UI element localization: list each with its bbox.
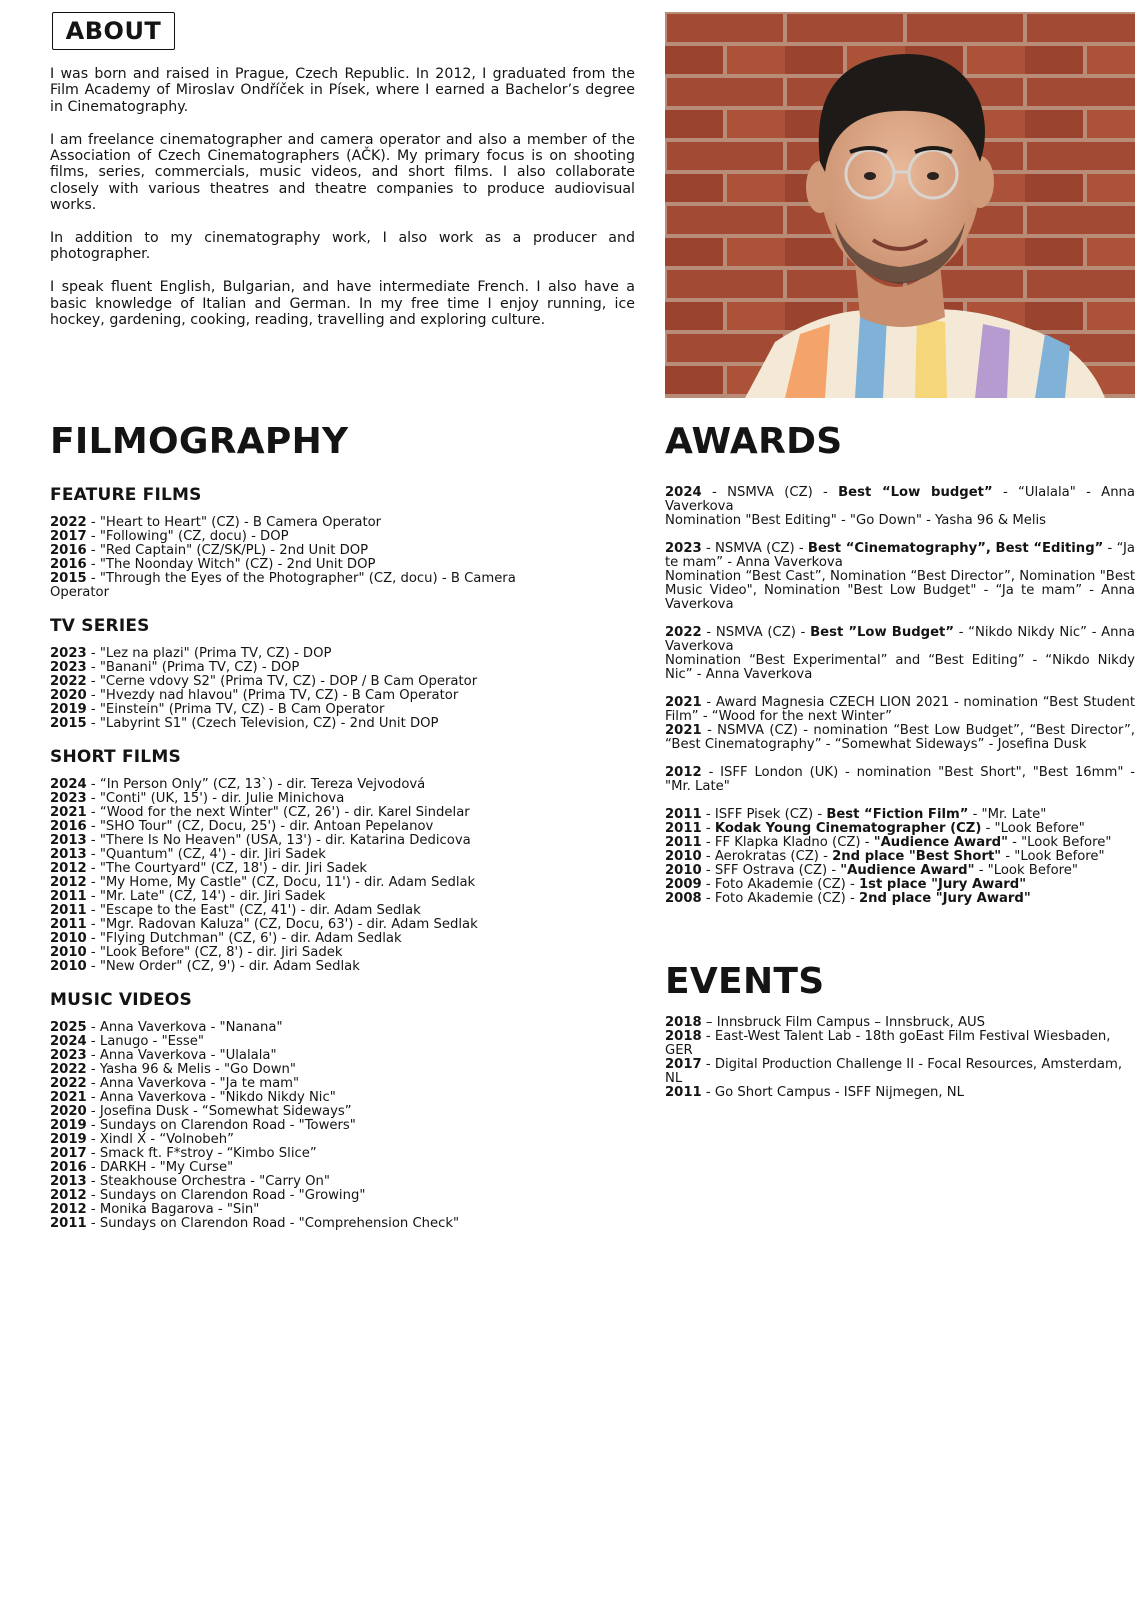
award-highlight: 2011: [665, 835, 702, 850]
award-block: [665, 766, 1135, 794]
award-text: -: [701, 821, 715, 836]
list-item: 2023 - "Lez na plazi" (Prima TV, CZ) - DOP: [50, 646, 332, 661]
tv-series-heading: TV SERIES: [50, 616, 150, 636]
award-line: [665, 850, 1135, 864]
list-item: 2013 - "There Is No Heaven" (USA, 13') - dir. Katarina Dedicova: [50, 833, 471, 848]
award-text: - Award Magnesia CZECH LION 2021 - nomination “Best Student Film” - “Wood for the next Winter”: [665, 695, 1135, 724]
award-text: - FF Klapka Kladno (CZ) -: [701, 835, 874, 850]
list-item: 2012 - "My Home, My Castle" (CZ, Docu, 11') - dir. Adam Sedlak: [50, 875, 476, 890]
award-highlight: 2nd place "Best Short": [832, 849, 1002, 864]
award-highlight: 2023: [665, 541, 702, 556]
list-item: 2025 - Anna Vaverkova - "Nanana": [50, 1020, 283, 1035]
award-text: - "Look Before": [1007, 835, 1112, 850]
list-item: 2015 - "Through the Eyes of the Photographer" (CZ, docu) - B Camera Operator: [50, 571, 516, 600]
awards-list: [665, 486, 1135, 920]
list-item: 2011 - "Mr. Late" (CZ, 14') - dir. Jiri Sadek: [50, 889, 326, 904]
list-item: 2016 - DARKH - "My Curse": [50, 1160, 234, 1175]
short-films-list: [50, 778, 640, 974]
list-item: 2023 - "Conti" (UK, 15') - dir. Julie Minichova: [50, 791, 345, 806]
list-item: 2019 - Sundays on Clarendon Road - "Towers": [50, 1118, 356, 1133]
award-text: - "Mr. Late": [968, 807, 1047, 822]
award-highlight: 2024: [665, 485, 702, 500]
list-item: 2017 - Smack ft. F*stroy - “Kimbo Slice”: [50, 1146, 317, 1161]
award-line: [665, 696, 1135, 724]
list-item: 2016 - "Red Captain" (CZ/SK/PL) - 2nd Unit DOP: [50, 543, 369, 558]
award-block: [665, 696, 1135, 752]
list-item: 2012 - Monika Bagarova - "Sin": [50, 1202, 260, 1217]
events-list: [665, 1016, 1135, 1100]
award-highlight: 2011: [665, 807, 702, 822]
list-item: 2020 - Josefina Dusk - “Somewhat Sideways”: [50, 1104, 352, 1119]
award-highlight: Best ”Low Budget”: [810, 625, 955, 640]
list-item: 2021 - Anna Vaverkova - "Nikdo Nikdy Nic": [50, 1090, 336, 1105]
award-highlight: "Audience Award": [840, 863, 975, 878]
award-text: Nomination "Best Editing" - "Go Down" - Yasha 96 & Melis: [665, 513, 1047, 528]
list-item: 2024 - Lanugo - "Esse": [50, 1034, 204, 1049]
award-block: [665, 486, 1135, 528]
list-item: 2022 - Anna Vaverkova - "Ja te mam": [50, 1076, 300, 1091]
award-highlight: Best “Low budget”: [838, 485, 993, 500]
list-item: 2017 - Digital Production Challenge II - Focal Resources, Amsterdam, NL: [665, 1057, 1123, 1086]
award-text: - Aerokratas (CZ) -: [701, 849, 833, 864]
feature-films-heading: FEATURE FILMS: [50, 485, 202, 505]
list-item: 2013 - "Quantum" (CZ, 4') - dir. Jiri Sadek: [50, 847, 326, 862]
award-highlight: "Audience Award": [873, 835, 1008, 850]
award-text: - Foto Akademie (CZ) -: [701, 877, 859, 892]
list-item: 2024 - “In Person Only” (CZ, 13`) - dir. Tereza Vejvodová: [50, 777, 426, 792]
list-item: 2019 - Xindl X - “Volnobeh”: [50, 1132, 234, 1147]
award-line: [665, 542, 1135, 570]
award-highlight: 2010: [665, 849, 702, 864]
awards-heading: AWARDS: [665, 421, 843, 462]
list-item: 2019 - "Einstein" (Prima TV, CZ) - B Cam Operator: [50, 702, 385, 717]
short-films-heading: SHORT FILMS: [50, 747, 181, 767]
list-item: 2012 - "The Courtyard" (CZ, 18') - dir. Jiri Sadek: [50, 861, 368, 876]
list-item: 2015 - "Labyrint S1" (Czech Television, CZ) - 2nd Unit DOP: [50, 716, 439, 731]
award-line: [665, 766, 1135, 794]
list-item: 2010 - "Flying Dutchman" (CZ, 6') - dir. Adam Sedlak: [50, 931, 402, 946]
award-highlight: 1st place "Jury Award": [858, 877, 1027, 892]
award-highlight: 2nd place "Jury Award": [858, 891, 1031, 906]
tv-series-list: [50, 647, 640, 731]
portrait-photo: [665, 12, 1135, 398]
award-text: - ISFF Pisek (CZ) -: [701, 807, 827, 822]
list-item: 2016 - "The Noonday Witch" (CZ) - 2nd Unit DOP: [50, 557, 376, 572]
award-line: [665, 822, 1135, 836]
list-item: 2018 – Innsbruck Film Campus – Innsbruck, AUS: [665, 1015, 986, 1030]
list-item: 2022 - Yasha 96 & Melis - "Go Down": [50, 1062, 296, 1077]
award-line: [665, 570, 1135, 612]
award-text: - NSMVA (CZ) -: [701, 541, 808, 556]
award-highlight: 2022: [665, 625, 702, 640]
list-item: 2012 - Sundays on Clarendon Road - "Growing": [50, 1188, 366, 1203]
list-item: 2016 - "SHO Tour" (CZ, Docu, 25') - dir. Antoan Pepelanov: [50, 819, 434, 834]
award-highlight: 2010: [665, 863, 702, 878]
award-text: - ISFF London (UK) - nomination "Best Short", "Best 16mm" - "Mr. Late": [665, 765, 1135, 794]
events-heading: EVENTS: [665, 961, 825, 1002]
award-line: [665, 654, 1135, 682]
filmography-heading: FILMOGRAPHY: [50, 421, 349, 462]
award-text: Nomination “Best Experimental” and “Best Editing” - “Nikdo Nikdy Nic” - Anna Vaverkova: [665, 653, 1135, 682]
about-paragraph: In addition to my cinematography work, I also work as a producer and photographer.: [50, 230, 635, 263]
award-text: - “Ulalala" - Anna Vaverkova: [665, 485, 1135, 514]
award-highlight: 2012: [665, 765, 702, 780]
about-paragraph: I was born and raised in Prague, Czech Republic. In 2012, I graduated from the Film Academy of Miroslav Ondříček in Písek, where I earned a Bachelor’s degree in Cinematography.: [50, 66, 635, 115]
award-text: - "Look Before": [974, 863, 1078, 878]
list-item: 2011 - "Escape to the East" (CZ, 41') - dir. Adam Sedlak: [50, 903, 421, 918]
music-videos-list: [50, 1021, 640, 1231]
list-item: 2020 - "Hvezdy nad hlavou" (Prima TV, CZ) - B Cam Operator: [50, 688, 459, 703]
award-text: - “Ja te mam” - Anna Vaverkova: [665, 541, 1135, 570]
award-line: [665, 864, 1135, 878]
award-line: [665, 514, 1135, 528]
award-text: - SFF Ostrava (CZ) -: [701, 863, 841, 878]
award-line: [665, 486, 1135, 514]
list-item: 2018 - East-West Talent Lab - 18th goEast Film Festival Wiesbaden, GER: [665, 1029, 1111, 1058]
list-item: 2010 - "New Order" (CZ, 9') - dir. Adam Sedlak: [50, 959, 360, 974]
about-paragraph: I speak fluent English, Bulgarian, and have intermediate French. I also have a basic knowledge of Italian and German. In my free time I enjoy running, ice hockey, gardening, cooking, reading, travelling and exploring culture.: [50, 279, 635, 329]
award-line: [665, 724, 1135, 752]
list-item: 2011 - "Mgr. Radovan Kaluza" (CZ, Docu, 63') - dir. Adam Sedlak: [50, 917, 478, 932]
award-block: [665, 542, 1135, 612]
award-text: - “Nikdo Nikdy Nic” - Anna Vaverkova: [665, 625, 1135, 654]
list-item: 2011 - Go Short Campus - ISFF Nijmegen, NL: [665, 1085, 965, 1100]
portrait-illustration: [665, 12, 1135, 398]
list-item: 2022 - "Cerne vdovy S2" (Prima TV, CZ) - DOP / B Cam Operator: [50, 674, 478, 689]
list-item: 2022 - "Heart to Heart" (CZ) - B Camera Operator: [50, 515, 382, 530]
award-text: Nomination “Best Cast”, Nomination “Best Director”, Nomination "Best Music Video", Nomination "Best Low Budget" - “Ja te mam” - Anna Vaverkova: [665, 569, 1135, 612]
award-text: - NSMVA (CZ) -: [701, 485, 839, 500]
list-item: 2013 - Steakhouse Orchestra - "Carry On": [50, 1174, 330, 1189]
award-highlight: 2021: [665, 723, 702, 738]
award-highlight: Best “Cinematography”, Best “Editing”: [807, 541, 1104, 556]
award-highlight: 2021: [665, 695, 702, 710]
award-block: [665, 808, 1135, 906]
award-highlight: 2011: [665, 821, 702, 836]
award-text: - NSMVA (CZ) -: [701, 625, 811, 640]
award-block: [665, 626, 1135, 682]
list-item: 2023 - "Banani" (Prima TV, CZ) - DOP: [50, 660, 300, 675]
list-item: 2023 - Anna Vaverkova - "Ulalala": [50, 1048, 277, 1063]
music-videos-heading: MUSIC VIDEOS: [50, 990, 192, 1010]
award-line: [665, 836, 1135, 850]
award-highlight: Best “Fiction Film”: [826, 807, 969, 822]
about-text: [50, 66, 635, 345]
award-line: [665, 626, 1135, 654]
award-highlight: Kodak Young Cinematographer (CZ): [714, 821, 982, 836]
award-text: - Foto Akademie (CZ) -: [701, 891, 859, 906]
award-text: - "Look Before": [981, 821, 1085, 836]
about-heading: ABOUT: [52, 12, 175, 50]
list-item: 2021 - “Wood for the next Winter" (CZ, 26') - dir. Karel Sindelar: [50, 805, 470, 820]
feature-films-list: [50, 516, 640, 600]
award-text: - "Look Before": [1001, 849, 1105, 864]
award-line: [665, 892, 1135, 906]
filmography-section: [50, 484, 640, 1246]
award-highlight: 2009: [665, 877, 702, 892]
list-item: 2010 - "Look Before" (CZ, 8') - dir. Jiri Sadek: [50, 945, 343, 960]
award-highlight: 2008: [665, 891, 702, 906]
award-line: [665, 878, 1135, 892]
award-text: - NSMVA (CZ) - nomination “Best Low Budget”, “Best Director”, “Best Cinematography” - “Somewhat Sideways” - Josefina Dusk: [665, 723, 1135, 752]
award-line: [665, 808, 1135, 822]
list-item: 2017 - "Following" (CZ, docu) - DOP: [50, 529, 289, 544]
list-item: 2011 - Sundays on Clarendon Road - "Comprehension Check": [50, 1216, 460, 1231]
about-paragraph: I am freelance cinematographer and camera operator and also a member of the Association of Czech Cinematographers (AČK). My primary focus is on shooting films, series, commercials, music videos, and short films. I also collaborate closely with various theatres and theatre companies to produce audiovisual works.: [50, 131, 635, 214]
